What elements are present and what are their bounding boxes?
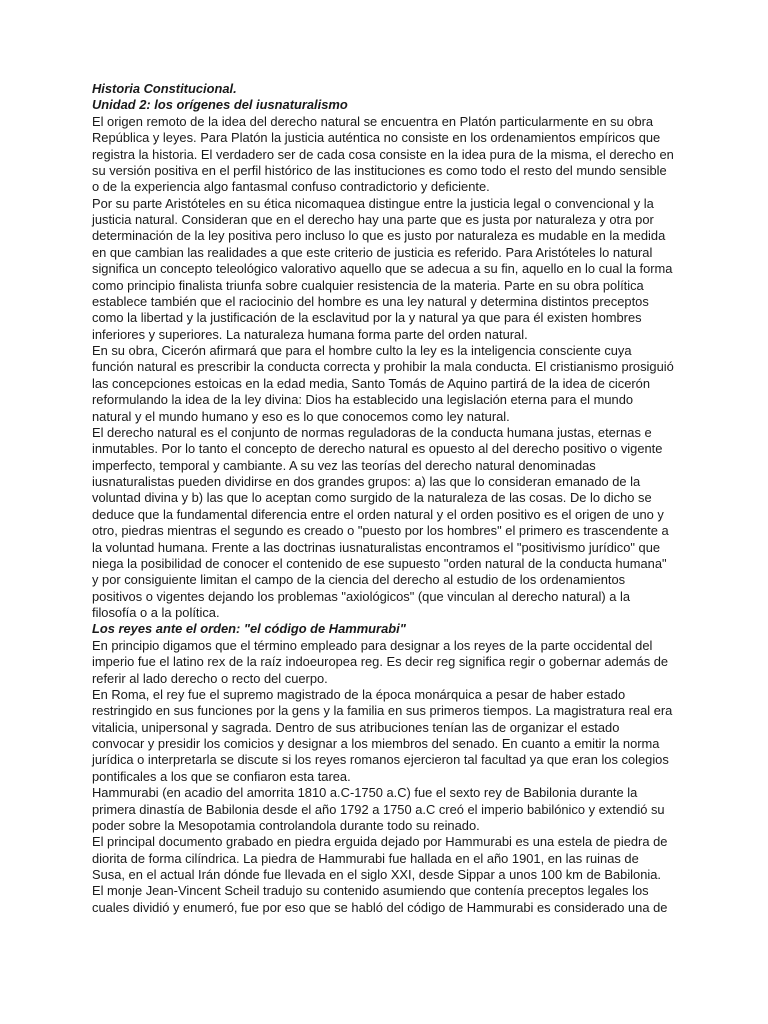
text-line: deduce que la fundamental diferencia entre el orden natural y el orden positivo es el origen de uno y	[92, 506, 664, 522]
text-line: Por su parte Aristóteles en su ética nicomaquea distingue entre la justicia legal o convencional y la	[92, 195, 654, 211]
text-line: En Roma, el rey fue el supremo magistrado de la época monárquica a pesar de haber estado	[92, 686, 626, 702]
text-line: El monje Jean-Vincent Scheil tradujo su contenido asumiendo que contenía preceptos legales los	[92, 883, 649, 899]
text-line: registra la historia. El verdadero ser de cada cosa consiste en la idea pura de la misma, el derecho en	[92, 146, 674, 162]
text-line: Susa, en el actual Irán dónde fue llevada en el siglo XXI, desde Sippar a unos 100 km de Babilonia.	[92, 867, 662, 882]
text-line: jurídica o interpretarla se discute si los reyes romanos ejercieron tal facultad ya que eran los colegios	[92, 752, 669, 768]
text-line: convocar y presidir los comicios y designar a los miembros del senado. En cuanto a emitir la norma	[92, 736, 660, 751]
text-line: En su obra, Cicerón afirmará que para el hombre culto la ley es la inteligencia consciente cuya	[92, 343, 632, 358]
text-line: natural y el mundo humano y eso es lo que conocemos como ley natural.	[92, 408, 510, 424]
text-line: su versión positiva en el perfil histórico de las instituciones es como todo el resto del mundo sensible	[92, 162, 667, 178]
text-line: poder sobre la Mesopotamia controlandola durante todo su reinado.	[92, 817, 480, 833]
text-line: inferiores y superiores. La naturaleza humana forma parte del orden natural.	[92, 326, 528, 342]
text-line: El principal documento grabado en piedra erguida dejado por Hammurabi es una estela de piedra de	[92, 834, 668, 850]
text-line: establece también que el raciocinio del hombre es una ley natural y determina distintos preceptos	[92, 293, 649, 309]
text-line: inmutables. Por lo tanto el concepto de derecho natural es opuesto al del derecho positivo o vigente	[92, 441, 663, 457]
text-line: El origen remoto de la idea del derecho natural se encuentra en Platón particularmente en su obra	[92, 113, 654, 129]
text-line: vitalicia, unipersonal y sagrada. Dentro de sus atribuciones tenían las de organizar el estado	[92, 719, 620, 735]
section-heading: Los reyes ante el orden: "el código de Hammurabi"	[92, 621, 406, 637]
text-line: primera dinastía de Babilonia desde el año 1792 a 1750 a.C creó el imperio babilónico y extendió su	[92, 801, 665, 817]
text-line: filosofía o a la política.	[92, 605, 220, 620]
body-text-part-2	[92, 638, 692, 916]
text-line: como principio finalista triunfa sobre cualquier resistencia de la materia. Parte en su obra política	[92, 277, 644, 293]
text-line: imperio fue el latino rex de la raíz indoeuropea reg. Es decir reg significa regir o gobernar además de	[92, 654, 669, 670]
text-line: o de la experiencia algo fantasmal confuso contradictorio y deficiente.	[92, 179, 490, 195]
text-line: justicia natural. Consideran que en el derecho hay una parte que es justa por naturaleza y otra por	[92, 212, 654, 227]
text-line: significa un concepto teleológico valorativo aquello que se adecua a su fin, aquello en lo cual la forma	[92, 261, 673, 277]
text-line: reformulando la idea de la ley divina: Dios ha establecido una legislación eterna para el mundo	[92, 392, 634, 408]
text-line: determinación de la ley positiva pero incluso lo que es justo por naturaleza es mudable en la medida	[92, 228, 666, 244]
document-body	[92, 81, 692, 916]
text-line: Hammurabi (en acadio del amorrita 1810 a.C-1750 a.C) fue el sexto rey de Babilonia durante la	[92, 785, 638, 801]
text-line: pontificales a los que se confiaron esta tarea.	[92, 768, 351, 784]
text-line: En principio digamos que el término empleado para designar a los reyes de la parte occidental del	[92, 637, 653, 653]
document-title: Historia Constitucional.	[92, 81, 237, 96]
text-line: imperfecto, temporal y cambiante. A su vez las teorías del derecho natural denominadas	[92, 457, 596, 473]
text-line: restringido en sus funciones por la gens y la familia en sus primeros tiempos. La magistratura real era	[92, 703, 673, 719]
text-line: diorita de forma cilíndrica. La piedra de Hammurabi fue hallada en el año 1901, en las ruinas de	[92, 850, 639, 866]
text-line: la voluntad humana. Frente a las doctrinas iusnaturalistas encontramos el "positivismo jurídico" que	[92, 539, 661, 555]
body-text-part-1	[92, 114, 692, 622]
text-line: como la libertad y la justificación de la esclavitud por la y natural ya que para él existen hombres	[92, 310, 642, 326]
text-line: referir al lado derecho o recto del cuerpo.	[92, 670, 328, 686]
text-line: en que cambian las realidades a que este criterio de justicia es referido. Para Aristóteles lo natural	[92, 244, 653, 260]
text-line: y por consiguiente limitan el campo de la ciencia del derecho al estudio de los ordenamientos	[92, 572, 626, 588]
text-line: voluntad divina y b) las que lo aceptan como surgido de la naturaleza de las cosas. De lo dicho se	[92, 490, 652, 506]
text-line: positivos o vigentes dejando los problemas "axiológicos" (que vinculan al derecho natural) a la	[92, 588, 630, 604]
text-line: las concepciones estoicas en la edad media, Santo Tomás de Aquino partirá de la idea de cicerón	[92, 375, 650, 391]
text-line: niega la posibilidad de conocer el contenido de ese supuesto "orden natural de la conducta humana"	[92, 555, 667, 571]
unit-heading: Unidad 2: los orígenes del iusnaturalismo	[92, 97, 348, 113]
text-line: iusnaturalistas pueden dividirse en dos grandes grupos: a) las que lo consideran emanado de la	[92, 474, 641, 489]
text-line: función natural es prescribir la conducta correcta y prohibir la mala conducta. El cristianismo prosiguió	[92, 359, 674, 375]
text-line: otro, piedras mientras el segundo es creado o "puesto por los hombres" el primero es trascendente a	[92, 523, 669, 539]
text-line: República y leyes. Para Platón la justicia auténtica no consiste en los ordenamientos empíricos que	[92, 130, 661, 146]
text-line: El derecho natural es el conjunto de normas reguladoras de la conducta humana justas, eternas e	[92, 424, 652, 440]
text-line: cuales dividió y enumeró, fue por eso que se habló del código de Hammurabi es considerado una de	[92, 899, 668, 915]
